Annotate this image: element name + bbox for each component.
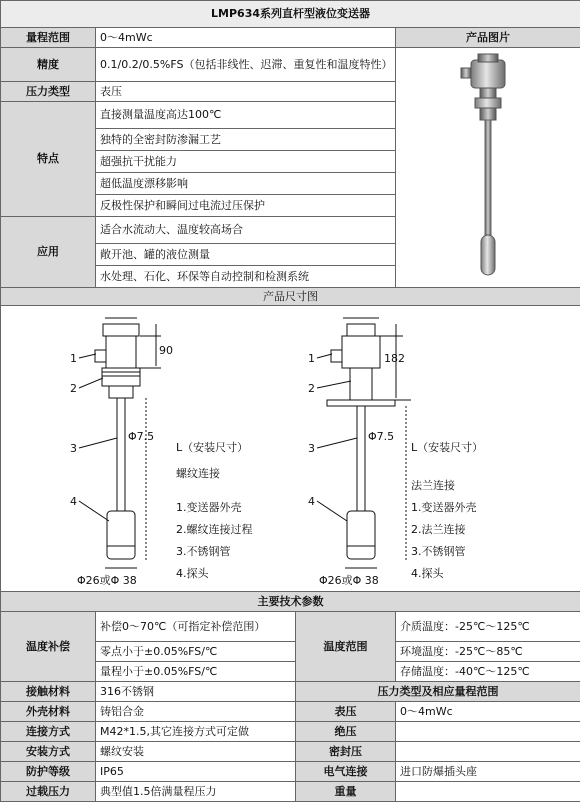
dimension-header: 产品尺寸图 (1, 288, 580, 306)
right-dim-top: 182 (384, 352, 405, 365)
image-label: 产品图片 (396, 28, 580, 48)
temp-comp-item: 补偿0～70℃（可指定补偿范围） (96, 612, 296, 642)
install-label: 安装方式 (1, 742, 96, 762)
contact-label: 接触材料 (1, 682, 96, 702)
application-item: 水处理、石化、环保等自动控制和检测系统 (96, 266, 396, 288)
temp-range-item: 介质温度：-25℃～125℃ (396, 612, 580, 642)
left-callout-4: 4 (70, 495, 77, 508)
product-image (396, 48, 580, 288)
application-label: 应用 (1, 217, 96, 288)
temp-comp-item: 零点小于±0.05%FS/℃ (96, 642, 296, 662)
range-label: 量程范围 (1, 28, 96, 48)
install-value: 螺纹安装 (96, 742, 296, 762)
temp-range-label: 温度范围 (296, 612, 396, 682)
temp-range-item: 环境温度：-25℃～85℃ (396, 642, 580, 662)
left-dim-length: L（安装尺寸） (176, 440, 248, 454)
right-callout-4: 4 (308, 495, 315, 508)
pressure-range-label: 压力类型及相应量程范围 (296, 682, 580, 702)
left-part: 4.探头 (176, 566, 209, 580)
left-cable-gland-icon (95, 350, 106, 362)
right-top-cap-icon (347, 324, 375, 336)
temp-comp-label: 温度补偿 (1, 612, 96, 682)
gauge-label: 表压 (296, 702, 396, 722)
left-part: 2.螺纹连接过程 (176, 522, 253, 536)
left-bottom-dim: Φ26或Φ 38 (77, 574, 137, 587)
left-dim-top: 90 (159, 344, 173, 357)
overload-value: 典型值1.5倍满量程压力 (96, 782, 296, 802)
right-probe-icon (347, 511, 375, 559)
absolute-value (396, 722, 580, 742)
left-part: 3.不锈钢管 (176, 544, 231, 558)
sealed-value (396, 742, 580, 762)
shell-label: 外壳材料 (1, 702, 96, 722)
feature-item: 超强抗干扰能力 (96, 151, 396, 173)
electric-label: 电气连接 (296, 762, 396, 782)
left-housing-icon (106, 336, 136, 368)
right-flange-icon (327, 400, 395, 406)
right-part: 1.变送器外壳 (411, 500, 477, 514)
feature-item: 直接测量温度高达100℃ (96, 102, 396, 129)
right-dim-length: L（安装尺寸） (411, 440, 483, 454)
temp-range-item: 存储温度：-40℃～125℃ (396, 662, 580, 682)
right-connection: 法兰连接 (411, 478, 455, 492)
accuracy-value: 0.1/0.2/0.5%FS（包括非线性、迟滞、重复性和温度特性） (96, 48, 396, 82)
protect-label: 防护等级 (1, 762, 96, 782)
protect-value: IP65 (96, 762, 296, 782)
weight-value (396, 782, 580, 802)
left-connection: 螺纹连接 (176, 466, 220, 480)
left-probe-icon (107, 511, 135, 559)
dimension-drawing (1, 306, 580, 592)
right-bottom-dim: Φ26或Φ 38 (319, 574, 379, 587)
product-photo-icon (428, 48, 548, 283)
right-callout-2: 2 (308, 382, 315, 395)
pressure-type-label: 压力类型 (1, 82, 96, 102)
left-top-cap-icon (103, 324, 139, 336)
sheet-title: LMP634系列直杆型液位变送器 (1, 1, 580, 28)
right-callout-1: 1 (308, 352, 315, 365)
left-part: 1.变送器外壳 (176, 500, 242, 514)
temp-comp-item: 量程小于±0.05%FS/℃ (96, 662, 296, 682)
shell-value: 铸铝合金 (96, 702, 296, 722)
right-part: 4.探头 (411, 566, 444, 580)
right-callout-3: 3 (308, 442, 315, 455)
contact-value: 316不锈钢 (96, 682, 296, 702)
pressure-type-value: 表压 (96, 82, 396, 102)
sealed-label: 密封压 (296, 742, 396, 762)
electric-value: 进口防爆插头座 (396, 762, 580, 782)
feature-item: 独特的全密封防渗漏工艺 (96, 129, 396, 151)
weight-label: 重量 (296, 782, 396, 802)
dimension-diagram (1, 306, 579, 587)
accuracy-label: 精度 (1, 48, 96, 82)
range-value: 0～4mWc (96, 28, 396, 48)
left-dim-dia: Φ7.5 (128, 430, 154, 443)
left-callout-2: 2 (70, 382, 77, 395)
right-cable-gland-icon (331, 350, 342, 362)
application-item: 敞开池、罐的液位测量 (96, 244, 396, 266)
right-housing-icon (342, 336, 380, 368)
right-part: 2.法兰连接 (411, 522, 466, 536)
left-thread-icon (102, 368, 140, 386)
overload-label: 过载压力 (1, 782, 96, 802)
left-callout-1: 1 (70, 352, 77, 365)
connect-value: M42*1.5,其它连接方式可定做 (96, 722, 296, 742)
feature-item: 超低温度漂移影响 (96, 173, 396, 195)
absolute-label: 绝压 (296, 722, 396, 742)
connect-label: 连接方式 (1, 722, 96, 742)
feature-item: 反极性保护和瞬间过电流过压保护 (96, 195, 396, 217)
application-item: 适合水流动大、温度较高场合 (96, 217, 396, 244)
features-label: 特点 (1, 102, 96, 217)
right-dim-dia: Φ7.5 (368, 430, 394, 443)
gauge-value: 0～4mWc (396, 702, 580, 722)
left-callout-3: 3 (70, 442, 77, 455)
params-header: 主要技术参数 (1, 592, 580, 612)
right-part: 3.不锈钢管 (411, 544, 466, 558)
